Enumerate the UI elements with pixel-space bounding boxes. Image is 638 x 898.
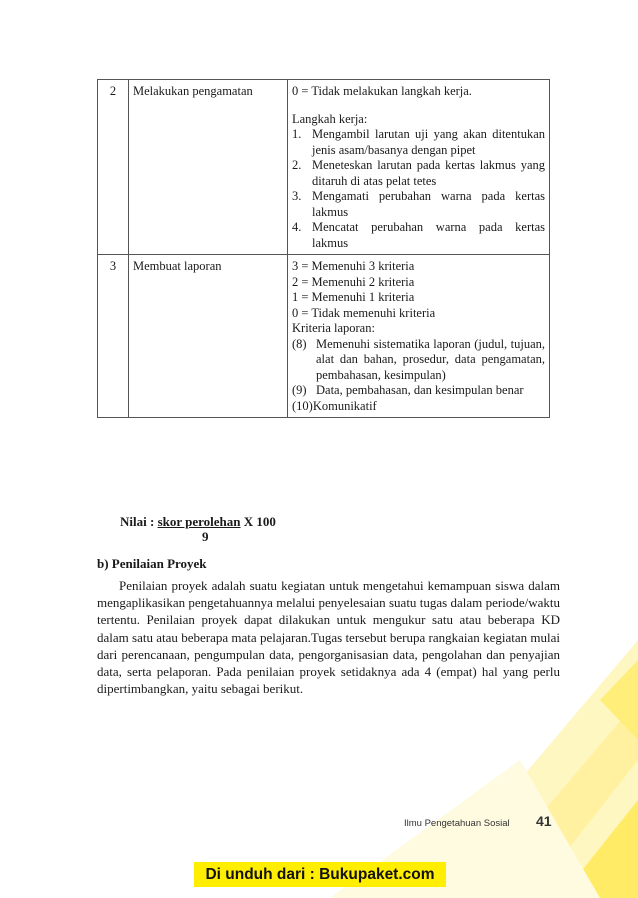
row-number: 2 bbox=[98, 80, 129, 255]
footer-book-title: Ilmu Pengetahuan Sosial bbox=[404, 818, 510, 829]
score-line: 3 = Memenuhi 3 kriteria bbox=[292, 259, 415, 273]
list-item: (10) Komunikatif bbox=[292, 398, 377, 413]
list-item: 3. Mengamati perubahan warna pada kertas lakmus bbox=[292, 189, 545, 219]
activity-cell: Melakukan pengamatan bbox=[129, 80, 288, 255]
score-line: 1 = Memenuhi 1 kriteria bbox=[292, 290, 415, 304]
formula-numerator: skor perolehan bbox=[157, 514, 241, 529]
list-item: (8) Memenuhi sistematika laporan (judul, tujuan, alat dan bahan, prosedur, data pengamatan, pembahasan, kesimpulan) bbox=[292, 336, 545, 382]
list-item: 4. Mencatat perubahan warna pada kertas lakmus bbox=[292, 220, 545, 250]
list-item: (9) Data, pembahasan, dan kesimpulan benar bbox=[292, 383, 524, 397]
assessment-rubric-table bbox=[97, 79, 550, 418]
score-line: 0 = Tidak melakukan langkah kerja. bbox=[292, 84, 472, 98]
list-item: 2. Meneteskan larutan pada kertas lakmus yang ditaruh di atas pelat tetes bbox=[292, 158, 545, 188]
download-banner[interactable]: Di unduh dari : Bukupaket.com bbox=[194, 862, 446, 887]
section-heading: b) Penilaian Proyek bbox=[97, 556, 207, 571]
nilai-label: Nilai : bbox=[120, 514, 158, 529]
activity-cell: Membuat laporan bbox=[129, 255, 288, 418]
row-number: 3 bbox=[98, 255, 129, 418]
score-line: 0 = Tidak memenuhi kriteria bbox=[292, 305, 436, 320]
score-formula bbox=[120, 514, 276, 530]
formula-multiplier: X 100 bbox=[240, 514, 276, 529]
table-row bbox=[98, 80, 550, 255]
steps-title: Langkah kerja: bbox=[292, 111, 368, 126]
score-line: 2 = Memenuhi 2 kriteria bbox=[292, 274, 415, 289]
table-row bbox=[98, 255, 550, 418]
criteria-title: Kriteria laporan: bbox=[292, 321, 375, 335]
criteria-cell bbox=[288, 255, 550, 418]
page-number: 41 bbox=[536, 813, 552, 829]
list-item: 1. Mengambil larutan uji yang akan ditentukan jenis asam/basanya dengan pipet bbox=[292, 127, 545, 157]
body-paragraph: Penilaian proyek adalah suatu kegiatan untuk mengetahui kemampuan siswa dalam mengaplikasikan pengetahuannya melalui penyelesaian suatu tugas dalam periode/waktu tertentu. Penilaian proyek dapat dilakukan untuk mengukur satu atau beberapa KD dalam satu atau beberapa mata pelajaran.Tugas tersebut berupa rangkaian kegiatan mulai dari perencanaan, pengumpulan data, pengorganisasian data, pengolahan dan penyajian data, serta pelaporan. Pada penilaian proyek setidaknya ada 4 (empat) hal yang perlu dipertimbangkan, yaitu sebagai berikut. bbox=[97, 578, 560, 697]
formula-denominator: 9 bbox=[202, 529, 209, 544]
criteria-cell bbox=[288, 80, 550, 255]
